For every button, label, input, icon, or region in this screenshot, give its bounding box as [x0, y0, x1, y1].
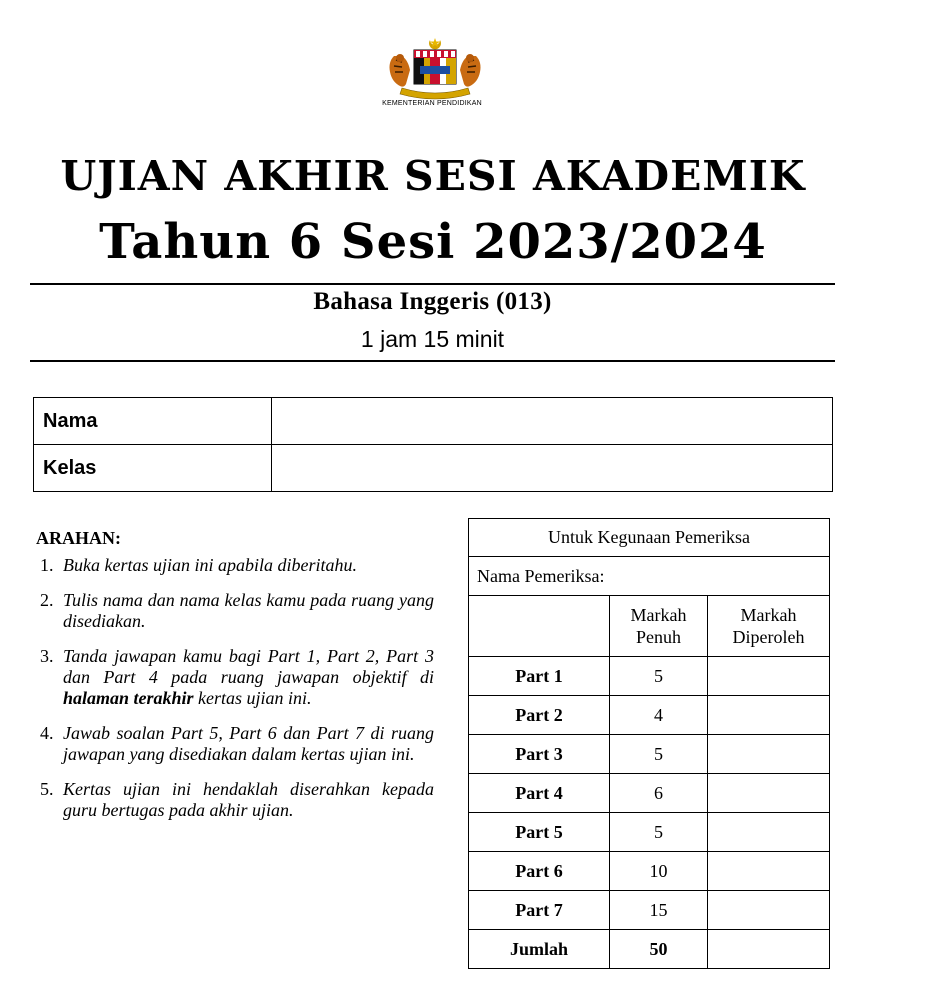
instruction-item: 1. Buka kertas ujian ini apabila diberitahu.: [40, 555, 357, 575]
obtained-marks-field[interactable]: [708, 891, 830, 930]
total-obtained-field[interactable]: [708, 930, 830, 969]
full-marks: 5: [610, 735, 708, 774]
top-divider: [30, 283, 835, 285]
bottom-divider: [30, 360, 835, 362]
class-row: [34, 445, 833, 492]
full-marks: 6: [610, 774, 708, 813]
part-label: Part 2: [469, 696, 610, 735]
part-label: Part 1: [469, 657, 610, 696]
full-marks: 5: [610, 657, 708, 696]
obtained-marks-field[interactable]: [708, 657, 830, 696]
full-marks: 5: [610, 813, 708, 852]
table-row: [469, 657, 830, 696]
instruction-item: 2. Tulis nama dan nama kelas kamu pada ruang yang disediakan.: [40, 590, 434, 631]
exam-duration: 1 jam 15 minit: [360, 326, 505, 352]
name-field[interactable]: [272, 398, 833, 445]
instructions: [36, 528, 434, 835]
class-field[interactable]: [272, 445, 833, 492]
table-row: [469, 774, 830, 813]
ministry-name: KEMENTERIAN PENDIDIKAN: [382, 100, 482, 107]
name-label: Nama: [34, 398, 272, 445]
ministry-crest-logo: [380, 36, 490, 100]
examiner-table-title: Untuk Kegunaan Pemeriksa: [469, 519, 830, 557]
obtained-marks-field[interactable]: [708, 813, 830, 852]
instructions-heading: ARAHAN:: [36, 528, 121, 548]
total-label: Jumlah: [469, 930, 610, 969]
obtained-marks-field[interactable]: [708, 774, 830, 813]
obtained-marks-field[interactable]: [708, 696, 830, 735]
class-label: Kelas: [34, 445, 272, 492]
part-label: Part 7: [469, 891, 610, 930]
table-row: [469, 852, 830, 891]
full-marks: 4: [610, 696, 708, 735]
total-full-marks: 50: [610, 930, 708, 969]
student-info-table: [33, 397, 833, 492]
instruction-item: 4. Jawab soalan Part 5, Part 6 dan Part 7 di ruang jawapan yang disediakan dalam kertas ujian ini.: [40, 723, 434, 764]
empty-header-cell: [469, 596, 610, 657]
table-row: [469, 696, 830, 735]
total-row: [469, 930, 830, 969]
obtained-marks-field[interactable]: [708, 852, 830, 891]
full-marks: 10: [610, 852, 708, 891]
exam-title: UJIAN AKHIR SESI AKADEMIK: [60, 152, 806, 200]
subject-title: Bahasa Inggeris (013): [313, 288, 552, 315]
full-marks-header: Markah Penuh: [610, 596, 708, 657]
table-row: [469, 813, 830, 852]
obtained-marks-header: Markah Diperoleh: [708, 596, 830, 657]
part-label: Part 5: [469, 813, 610, 852]
obtained-marks-field[interactable]: [708, 735, 830, 774]
table-row: [469, 891, 830, 930]
part-label: Part 6: [469, 852, 610, 891]
examiner-marks-table: [468, 518, 830, 969]
full-marks: 15: [610, 891, 708, 930]
instruction-item: 3. Tanda jawapan kamu bagi Part 1, Part 2, Part 3 dan Part 4 pada ruang jawapan objektif di halaman terakhir kertas ujian ini.: [40, 646, 434, 708]
examiner-name-field[interactable]: Nama Pemeriksa:: [469, 557, 830, 596]
exam-session: Tahun 6 Sesi 2023/2024: [99, 214, 767, 270]
table-row: [469, 735, 830, 774]
name-row: [34, 398, 833, 445]
part-label: Part 4: [469, 774, 610, 813]
instruction-item: 5. Kertas ujian ini hendaklah diserahkan kepada guru bertugas pada akhir ujian.: [40, 779, 434, 820]
part-label: Part 3: [469, 735, 610, 774]
